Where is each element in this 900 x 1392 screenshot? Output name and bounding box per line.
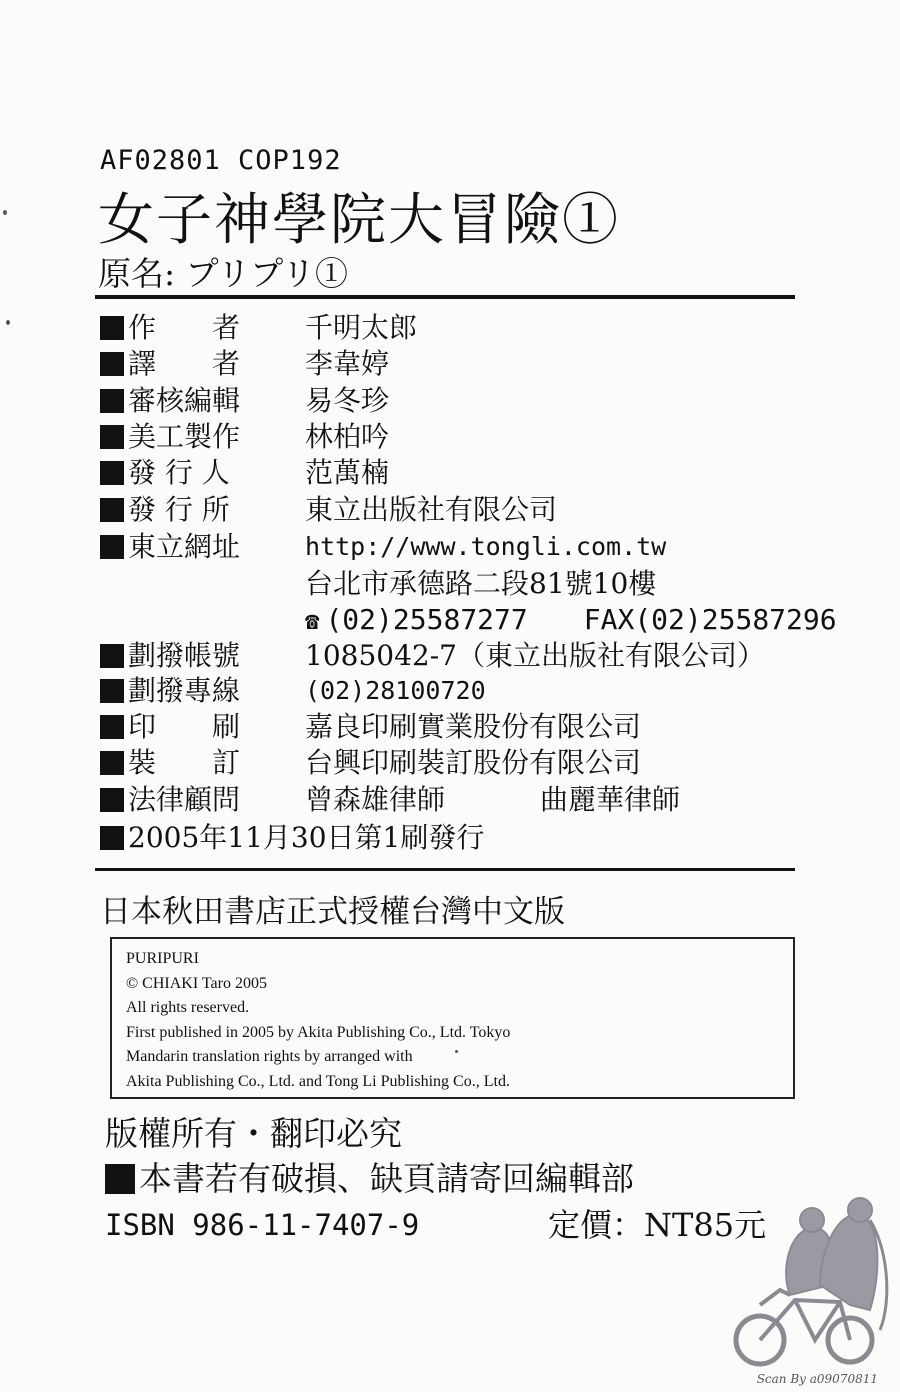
website-link[interactable]: http://www.tongli.com.tw [305, 532, 667, 561]
rights-notice: 版權所有・翻印必究 [105, 1114, 402, 1153]
bicycle-illustration [720, 1190, 900, 1370]
credit-value: 林柏吟 [305, 420, 390, 453]
copyright-line: Mandarin translation rights by arranged with [126, 1048, 413, 1065]
credit-value: 1085042-7（東立出版社有限公司） [305, 639, 765, 672]
credit-value: 曾森雄律師 [305, 783, 446, 816]
credit-label: 發 行 所 [100, 492, 230, 528]
address: 台北市承德路二段81號10樓 [305, 567, 657, 600]
copyright-line: PURIPURI [126, 950, 199, 967]
price: 定價：NT85元 [548, 1206, 767, 1244]
copyright-box [110, 937, 795, 1099]
scan-speck [455, 1050, 458, 1053]
credit-value: 范萬楠 [305, 456, 390, 489]
divider [95, 868, 795, 871]
phone-icon: ☎ [305, 607, 320, 635]
copyright-line: All rights reserved. [126, 999, 250, 1016]
credit-value: (02)28100720 [305, 676, 486, 705]
credit-value: 易冬珍 [305, 384, 390, 417]
isbn: ISBN 986-11-7407-9 [105, 1208, 420, 1242]
fax-number: FAX(02)25587296 [583, 603, 837, 636]
credit-label: 作 者 [100, 310, 240, 346]
credit-label: 發 行 人 [100, 455, 230, 491]
credit-value: 李韋婷 [305, 347, 390, 380]
credit-value-2: 曲麗華律師 [540, 783, 681, 816]
scan-speck [6, 320, 10, 325]
credit-label: 印 刷 [100, 709, 240, 745]
book-title: 女子神學院大冒險① [98, 188, 620, 253]
copyright-line: First published in 2005 by Akita Publishing Co., Ltd. Tokyo [126, 1023, 511, 1041]
credit-label: 法律顧問 [100, 782, 240, 818]
copyright-line: © CHIAKI Taro 2005 [126, 974, 267, 992]
returns-notice: 本書若有破損、缺頁請寄回編輯部 [105, 1157, 634, 1201]
credit-label: 劃撥專線 [100, 673, 240, 709]
catalog-code: AF02801 COP192 [100, 145, 342, 176]
scan-speck [3, 210, 7, 215]
copyright-line: Akita Publishing Co., Ltd. and Tong Li Publishing Co., Ltd. [126, 1072, 510, 1090]
divider [95, 295, 795, 299]
credit-label: 譯 者 [100, 346, 240, 382]
original-title: 原名: プリプリ① [98, 254, 348, 293]
credit-value: 台興印刷裝訂股份有限公司 [305, 746, 642, 779]
credit-label: 美工製作 [100, 419, 240, 455]
credit-label: 劃撥帳號 [100, 638, 240, 674]
credit-label: 裝 訂 [100, 745, 240, 781]
credit-value: 嘉良印刷實業股份有限公司 [305, 710, 642, 743]
credit-label: 審核編輯 [100, 383, 240, 419]
credit-value: 千明太郎 [305, 311, 418, 344]
scan-credit: Scan By a09070811 [756, 1372, 878, 1386]
phone-number: (02)25587277 [325, 603, 528, 636]
credit-label: 東立網址 [100, 529, 240, 565]
authorization-notice: 日本秋田書店正式授權台灣中文版 [100, 894, 565, 930]
publish-date: 2005年11月30日第1刷發行 [100, 820, 484, 856]
credit-value: 東立出版社有限公司 [305, 493, 558, 526]
phone-fax-line [305, 602, 837, 639]
